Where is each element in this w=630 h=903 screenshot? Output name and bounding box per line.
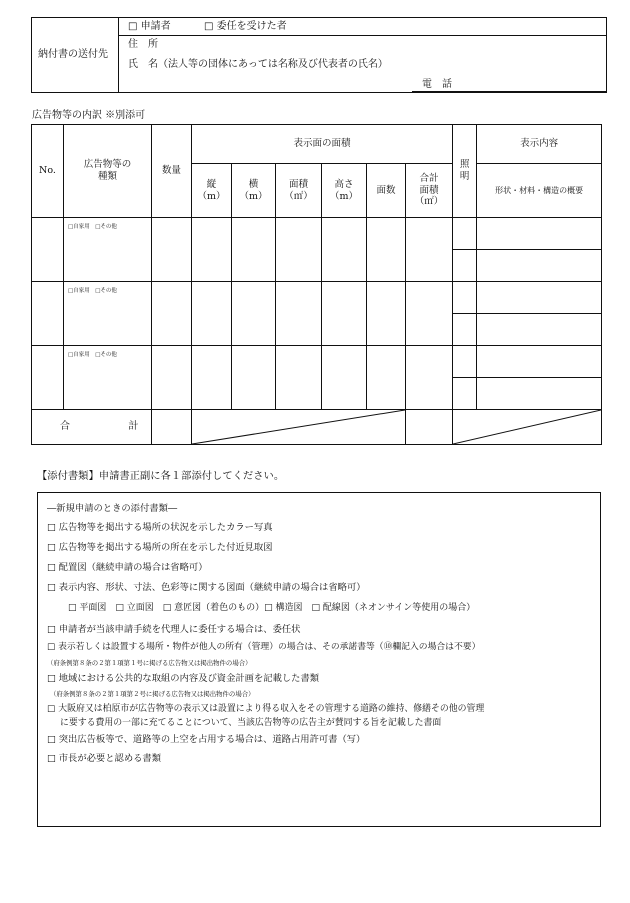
attachments-heading: 【添付書類】申請書正副に各１部添付してください。: [37, 470, 285, 482]
row-light-cell[interactable]: [453, 218, 477, 250]
header-elev: 高さ （m）: [322, 164, 367, 218]
attachment-item[interactable]: □ 市長が必要と認める書類: [47, 753, 162, 764]
row-v-cell[interactable]: [192, 218, 232, 282]
attachment-item[interactable]: □ 表示若しくは設置する場所・物件が他人の所有（管理）の場合は、その承諾書等（⑩欄記入の場合は不要）: [47, 642, 481, 652]
header-area: 面積 （㎡）: [276, 164, 322, 218]
attachment-item[interactable]: □ 表示内容、形状、寸法、色彩等に関する図面（継続申請の場合は省略可）: [47, 582, 366, 593]
row-total-cell[interactable]: [406, 346, 453, 410]
row-content-cell[interactable]: [477, 346, 602, 378]
header-area-group: 表示面の面積: [192, 125, 453, 164]
row-light-cell[interactable]: [453, 314, 477, 346]
breakdown-table: [31, 124, 602, 445]
attachment-note: （府条例第８条の２第１項第２号に掲げる広告物又は掲出物件の場合）: [50, 690, 255, 698]
attachment-item[interactable]: □ 広告物等を掲出する場所の所在を示した付近見取図: [47, 542, 273, 553]
row-h-cell[interactable]: [232, 346, 276, 410]
row-type-cell[interactable]: □自家用 □その他: [64, 346, 152, 410]
header-content: 表示内容: [477, 125, 602, 164]
attachment-item[interactable]: □ 大阪府又は柏原市が広告物等の表示又は設置により得る収入をその管理する道路の維持、修繕その他の管理: [47, 704, 485, 714]
attachment-item[interactable]: □ 突出広告板等で、道路等の上空を占用する場合は、道路占用許可書（写）: [47, 734, 366, 745]
header-qty: 数量: [152, 125, 192, 218]
header-total-area: 合計 面積 （㎡）: [406, 164, 453, 218]
recipient-label: 納付書の送付先: [38, 49, 108, 60]
attachments-box: [37, 492, 601, 827]
total-diag-cell: [192, 410, 406, 445]
drawing-types[interactable]: □ 平面図 □ 立面図 □ 意匠図（着色のもの）□ 構造図 □ 配線図（ネオンサイン等使用の場合）: [68, 603, 476, 613]
attachment-item[interactable]: □ 広告物等を掲出する場所の状況を示したカラー写真: [47, 522, 273, 533]
total-area-cell[interactable]: [406, 410, 453, 445]
total-diag-cell-2: [453, 410, 602, 445]
applicant-checkbox[interactable]: □ 申請者: [128, 21, 171, 32]
row-content-cell[interactable]: [477, 218, 602, 250]
name-label: 氏 名（法人等の団体にあっては名称及び代表者の氏名）: [128, 59, 388, 70]
row-faces-cell[interactable]: [367, 346, 406, 410]
total-label-2: 計: [128, 420, 139, 432]
row-light-cell[interactable]: [453, 346, 477, 378]
row-qty-cell[interactable]: [152, 218, 192, 282]
row-content-cell[interactable]: [477, 378, 602, 410]
row-h-cell[interactable]: [232, 218, 276, 282]
attachment-item[interactable]: □ 配置図（継続申請の場合は省略可）: [47, 562, 208, 573]
row-total-cell[interactable]: [406, 218, 453, 282]
total-label-1: 合: [60, 420, 70, 432]
row-total-cell[interactable]: [406, 282, 453, 346]
attachment-item[interactable]: □ 地域における公共的な取組の内容及び資金計画を記載した書類: [47, 673, 320, 684]
attachment-note: （府条例第８条の２第１項第１号に掲げる広告物又は掲出物件の場合）: [47, 659, 252, 667]
row-h-cell[interactable]: [232, 282, 276, 346]
row-qty-cell[interactable]: [152, 282, 192, 346]
header-type: 広告物等の 種類: [64, 125, 152, 218]
row-no-cell[interactable]: [32, 346, 64, 410]
header-height-v: 縦 （m）: [192, 164, 232, 218]
row-light-cell[interactable]: [453, 282, 477, 314]
row-no-cell[interactable]: [32, 282, 64, 346]
row-elev-cell[interactable]: [322, 218, 367, 282]
row-faces-cell[interactable]: [367, 282, 406, 346]
row-no-cell[interactable]: [32, 218, 64, 282]
row-qty-cell[interactable]: [152, 346, 192, 410]
row-content-cell[interactable]: [477, 314, 602, 346]
row-light-cell[interactable]: [453, 378, 477, 410]
breakdown-title: 広告物等の内訳 ※別添可: [32, 110, 146, 121]
header-content-sub: 形状・材料・構造の概要: [477, 164, 602, 218]
attachments-section: ―新規申請のときの添付書類―: [47, 503, 178, 514]
row-content-cell[interactable]: [477, 250, 602, 282]
proxy-checkbox[interactable]: □ 委任を受けた者: [204, 21, 287, 32]
row-v-cell[interactable]: [192, 346, 232, 410]
row-area-cell[interactable]: [276, 218, 322, 282]
total-label-cell: [32, 410, 152, 445]
address-label: 住 所: [128, 39, 158, 50]
row-light-cell[interactable]: [453, 250, 477, 282]
row-content-cell[interactable]: [477, 282, 602, 314]
phone-label: 電 話: [422, 79, 452, 90]
header-faces: 面数: [367, 164, 406, 218]
row-area-cell[interactable]: [276, 282, 322, 346]
diagonal-line: [453, 410, 601, 444]
header-lighting: 照 明: [453, 125, 477, 218]
row-type-cell[interactable]: □自家用 □その他: [64, 282, 152, 346]
row-v-cell[interactable]: [192, 282, 232, 346]
row-type-cell[interactable]: □自家用 □その他: [64, 218, 152, 282]
payment-slip-recipient-box: [31, 17, 607, 93]
attachment-item[interactable]: □ 申請者が当該申請手続を代理人に委任する場合は、委任状: [47, 624, 301, 635]
diagonal-line: [192, 410, 405, 444]
header-width-h: 横 （m）: [232, 164, 276, 218]
attachment-item-cont: に要する費用の一部に充てることについて、当該広告物等の広告主が賛同する旨を記載した書面: [60, 718, 442, 728]
total-qty-cell[interactable]: [152, 410, 192, 445]
row-elev-cell[interactable]: [322, 282, 367, 346]
row-elev-cell[interactable]: [322, 346, 367, 410]
row-area-cell[interactable]: [276, 346, 322, 410]
header-no: No.: [32, 125, 64, 218]
row-faces-cell[interactable]: [367, 218, 406, 282]
